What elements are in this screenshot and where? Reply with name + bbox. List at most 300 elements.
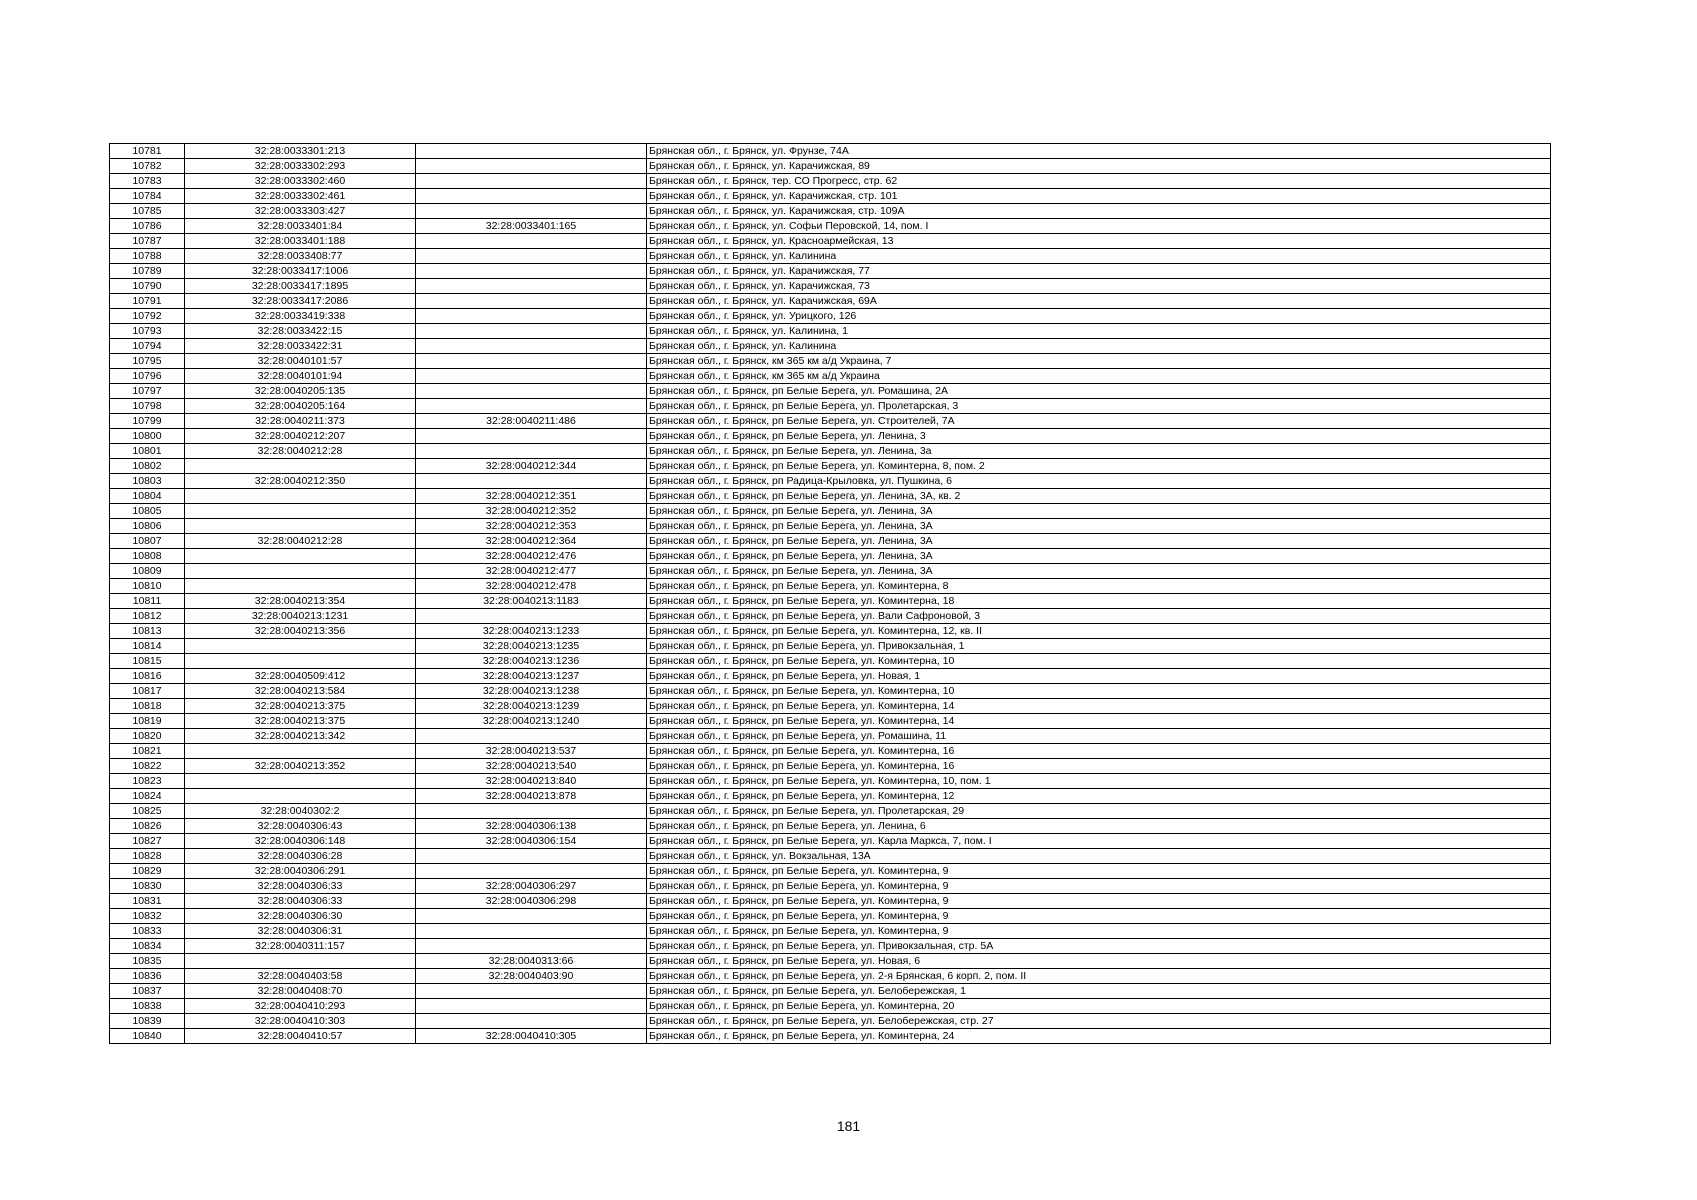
- table-row: [110, 969, 1551, 984]
- related-cadastral-cell: [416, 144, 647, 159]
- row-number-cell: 10798: [110, 399, 185, 414]
- row-number-cell: 10806: [110, 519, 185, 534]
- table-row: [110, 744, 1551, 759]
- cadastral-number-cell: [185, 564, 416, 579]
- table-row: [110, 519, 1551, 534]
- address-cell: Брянская обл., г. Брянск, рп Белые Берега, ул. Привокзальная, 1: [647, 639, 1551, 654]
- cadastral-number-cell: [185, 549, 416, 564]
- row-number-cell: 10789: [110, 264, 185, 279]
- table-row: [110, 549, 1551, 564]
- cadastral-number-cell: [185, 774, 416, 789]
- address-cell: Брянская обл., г. Брянск, тер. СО Прогресс, стр. 62: [647, 174, 1551, 189]
- cadastral-number-cell: [185, 654, 416, 669]
- related-cadastral-cell: 32:28:0040212:353: [416, 519, 647, 534]
- row-number-cell: 10795: [110, 354, 185, 369]
- table-row: [110, 939, 1551, 954]
- cadastral-number-cell: 32:28:0033401:188: [185, 234, 416, 249]
- table-row: [110, 384, 1551, 399]
- related-cadastral-cell: [416, 174, 647, 189]
- cadastral-number-cell: 32:28:0040213:1231: [185, 609, 416, 624]
- cadastral-number-cell: 32:28:0040205:164: [185, 399, 416, 414]
- cadastral-number-cell: 32:28:0040306:33: [185, 894, 416, 909]
- table-row: [110, 804, 1551, 819]
- row-number-cell: 10813: [110, 624, 185, 639]
- table-row: [110, 1029, 1551, 1044]
- cadastral-number-cell: 32:28:0040213:375: [185, 699, 416, 714]
- row-number-cell: 10810: [110, 579, 185, 594]
- related-cadastral-cell: 32:28:0040306:138: [416, 819, 647, 834]
- cadastral-number-cell: 32:28:0040101:94: [185, 369, 416, 384]
- related-cadastral-cell: 32:28:0040213:1240: [416, 714, 647, 729]
- address-cell: Брянская обл., г. Брянск, ул. Карачижская, 89: [647, 159, 1551, 174]
- related-cadastral-cell: [416, 444, 647, 459]
- row-number-cell: 10784: [110, 189, 185, 204]
- address-cell: Брянская обл., г. Брянск, рп Белые Берега, ул. Строителей, 7А: [647, 414, 1551, 429]
- related-cadastral-cell: 32:28:0040212:477: [416, 564, 647, 579]
- row-number-cell: 10825: [110, 804, 185, 819]
- cadastral-number-cell: 32:28:0040213:342: [185, 729, 416, 744]
- row-number-cell: 10835: [110, 954, 185, 969]
- related-cadastral-cell: [416, 354, 647, 369]
- related-cadastral-cell: 32:28:0040213:537: [416, 744, 647, 759]
- cadastral-number-cell: 32:28:0033302:293: [185, 159, 416, 174]
- address-cell: Брянская обл., г. Брянск, ул. Карачижская, 77: [647, 264, 1551, 279]
- related-cadastral-cell: 32:28:0040213:840: [416, 774, 647, 789]
- related-cadastral-cell: [416, 369, 647, 384]
- row-number-cell: 10786: [110, 219, 185, 234]
- related-cadastral-cell: 32:28:0040212:351: [416, 489, 647, 504]
- row-number-cell: 10831: [110, 894, 185, 909]
- table-row: [110, 354, 1551, 369]
- row-number-cell: 10794: [110, 339, 185, 354]
- related-cadastral-cell: 32:28:0040213:1236: [416, 654, 647, 669]
- cadastral-number-cell: 32:28:0040306:28: [185, 849, 416, 864]
- table-row: [110, 684, 1551, 699]
- row-number-cell: 10821: [110, 744, 185, 759]
- cadastral-number-cell: 32:28:0033303:427: [185, 204, 416, 219]
- cadastral-number-cell: [185, 504, 416, 519]
- address-cell: Брянская обл., г. Брянск, рп Белые Берега, ул. Коминтерна, 16: [647, 744, 1551, 759]
- table-row: [110, 999, 1551, 1014]
- address-cell: Брянская обл., г. Брянск, рп Белые Берега, ул. Ленина, 3А: [647, 504, 1551, 519]
- table-row: [110, 924, 1551, 939]
- address-cell: Брянская обл., г. Брянск, рп Белые Берега, ул. Коминтерна, 10: [647, 684, 1551, 699]
- cadastral-number-cell: 32:28:0033408:77: [185, 249, 416, 264]
- address-cell: Брянская обл., г. Брянск, рп Белые Берега, ул. Коминтерна, 20: [647, 999, 1551, 1014]
- related-cadastral-cell: [416, 729, 647, 744]
- related-cadastral-cell: 32:28:0040212:364: [416, 534, 647, 549]
- related-cadastral-cell: [416, 384, 647, 399]
- table-row: [110, 444, 1551, 459]
- address-cell: Брянская обл., г. Брянск, км 365 км а/д Украина: [647, 369, 1551, 384]
- related-cadastral-cell: 32:28:0040212:352: [416, 504, 647, 519]
- row-number-cell: 10840: [110, 1029, 185, 1044]
- table-row: [110, 639, 1551, 654]
- cadastral-number-cell: [185, 639, 416, 654]
- address-cell: Брянская обл., г. Брянск, рп Белые Берега, ул. Коминтерна, 9: [647, 894, 1551, 909]
- related-cadastral-cell: [416, 264, 647, 279]
- cadastral-number-cell: [185, 519, 416, 534]
- address-cell: Брянская обл., г. Брянск, ул. Карачижская, стр. 109А: [647, 204, 1551, 219]
- page-number: 181: [836, 1118, 861, 1134]
- related-cadastral-cell: [416, 294, 647, 309]
- cadastral-number-cell: 32:28:0033401:84: [185, 219, 416, 234]
- address-cell: Брянская обл., г. Брянск, ул. Калинина, 1: [647, 324, 1551, 339]
- cadastral-number-cell: 32:28:0040408:70: [185, 984, 416, 999]
- address-cell: Брянская обл., г. Брянск, рп Белые Берега, ул. Коминтерна, 10, пом. 1: [647, 774, 1551, 789]
- cadastral-number-cell: 32:28:0040213:356: [185, 624, 416, 639]
- row-number-cell: 10834: [110, 939, 185, 954]
- table-row: [110, 189, 1551, 204]
- related-cadastral-cell: [416, 924, 647, 939]
- row-number-cell: 10808: [110, 549, 185, 564]
- address-cell: Брянская обл., г. Брянск, рп Белые Берега, ул. 2-я Брянская, 6 корп. 2, пом. II: [647, 969, 1551, 984]
- cadastral-number-cell: [185, 744, 416, 759]
- table-row: [110, 759, 1551, 774]
- address-cell: Брянская обл., г. Брянск, рп Белые Берега, ул. Новая, 1: [647, 669, 1551, 684]
- address-cell: Брянская обл., г. Брянск, рп Белые Берега, ул. Коминтерна, 18: [647, 594, 1551, 609]
- table-row: [110, 264, 1551, 279]
- row-number-cell: 10783: [110, 174, 185, 189]
- address-cell: Брянская обл., г. Брянск, рп Белые Берега, ул. Ленина, 3А: [647, 564, 1551, 579]
- table-row: [110, 339, 1551, 354]
- table-row: [110, 879, 1551, 894]
- cadastral-number-cell: 32:28:0040410:303: [185, 1014, 416, 1029]
- address-cell: Брянская обл., г. Брянск, рп Белые Берега, ул. Ромашина, 2А: [647, 384, 1551, 399]
- row-number-cell: 10832: [110, 909, 185, 924]
- cadastral-number-cell: 32:28:0040205:135: [185, 384, 416, 399]
- address-cell: Брянская обл., г. Брянск, рп Белые Берега, ул. Пролетарская, 3: [647, 399, 1551, 414]
- cadastral-number-cell: 32:28:0033422:31: [185, 339, 416, 354]
- related-cadastral-cell: [416, 804, 647, 819]
- related-cadastral-cell: 32:28:0040213:1183: [416, 594, 647, 609]
- table-row: [110, 669, 1551, 684]
- address-cell: Брянская обл., г. Брянск, рп Белые Берега, ул. Коминтерна, 12, кв. II: [647, 624, 1551, 639]
- row-number-cell: 10816: [110, 669, 185, 684]
- table-row: [110, 414, 1551, 429]
- table-row: [110, 909, 1551, 924]
- related-cadastral-cell: [416, 324, 647, 339]
- cadastral-number-cell: 32:28:0033301:213: [185, 144, 416, 159]
- related-cadastral-cell: [416, 999, 647, 1014]
- table-row: [110, 579, 1551, 594]
- address-cell: Брянская обл., г. Брянск, ул. Карачижская, стр. 101: [647, 189, 1551, 204]
- table-row: [110, 504, 1551, 519]
- address-cell: Брянская обл., г. Брянск, ул. Софьи Перовской, 14, пом. I: [647, 219, 1551, 234]
- table-row: [110, 564, 1551, 579]
- table-row: [110, 624, 1551, 639]
- cadastral-number-cell: 32:28:0040213:584: [185, 684, 416, 699]
- address-cell: Брянская обл., г. Брянск, рп Белые Берега, ул. Коминтерна, 8, пом. 2: [647, 459, 1551, 474]
- cadastral-number-cell: 32:28:0040306:43: [185, 819, 416, 834]
- address-cell: Брянская обл., г. Брянск, рп Белые Берега, ул. Коминтерна, 9: [647, 924, 1551, 939]
- table-row: [110, 819, 1551, 834]
- related-cadastral-cell: [416, 939, 647, 954]
- cadastral-number-cell: 32:28:0040306:31: [185, 924, 416, 939]
- related-cadastral-cell: [416, 849, 647, 864]
- cadastral-number-cell: 32:28:0033417:1895: [185, 279, 416, 294]
- related-cadastral-cell: 32:28:0033401:165: [416, 219, 647, 234]
- row-number-cell: 10811: [110, 594, 185, 609]
- table-row: [110, 174, 1551, 189]
- related-cadastral-cell: [416, 234, 647, 249]
- table-row: [110, 729, 1551, 744]
- address-cell: Брянская обл., г. Брянск, рп Белые Берега, ул. Коминтерна, 9: [647, 909, 1551, 924]
- related-cadastral-cell: 32:28:0040213:1238: [416, 684, 647, 699]
- related-cadastral-cell: 32:28:0040213:1237: [416, 669, 647, 684]
- cadastral-number-cell: 32:28:0040212:28: [185, 444, 416, 459]
- related-cadastral-cell: 32:28:0040213:1235: [416, 639, 647, 654]
- related-cadastral-cell: [416, 399, 647, 414]
- table-row: [110, 1014, 1551, 1029]
- address-cell: Брянская обл., г. Брянск, рп Белые Берега, ул. Коминтерна, 12: [647, 789, 1551, 804]
- table-row: [110, 249, 1551, 264]
- row-number-cell: 10800: [110, 429, 185, 444]
- table-row: [110, 234, 1551, 249]
- address-cell: Брянская обл., г. Брянск, рп Белые Берега, ул. Коминтерна, 14: [647, 699, 1551, 714]
- related-cadastral-cell: 32:28:0040212:476: [416, 549, 647, 564]
- cadastral-number-cell: [185, 489, 416, 504]
- address-cell: Брянская обл., г. Брянск, ул. Калинина: [647, 249, 1551, 264]
- row-number-cell: 10805: [110, 504, 185, 519]
- row-number-cell: 10801: [110, 444, 185, 459]
- data-table: [109, 143, 1551, 1044]
- row-number-cell: 10807: [110, 534, 185, 549]
- table-row: [110, 219, 1551, 234]
- related-cadastral-cell: 32:28:0040211:486: [416, 414, 647, 429]
- address-cell: Брянская обл., г. Брянск, рп Белые Берега, ул. Ленина, 3А: [647, 534, 1551, 549]
- cadastral-number-cell: 32:28:0040311:157: [185, 939, 416, 954]
- cadastral-number-cell: 32:28:0033417:2086: [185, 294, 416, 309]
- address-cell: Брянская обл., г. Брянск, рп Белые Берега, ул. Привокзальная, стр. 5А: [647, 939, 1551, 954]
- address-cell: Брянская обл., г. Брянск, рп Белые Берега, ул. Ленина, 3А: [647, 519, 1551, 534]
- table-row: [110, 534, 1551, 549]
- cadastral-number-cell: 32:28:0040101:57: [185, 354, 416, 369]
- related-cadastral-cell: [416, 474, 647, 489]
- row-number-cell: 10833: [110, 924, 185, 939]
- table-row: [110, 399, 1551, 414]
- related-cadastral-cell: [416, 204, 647, 219]
- related-cadastral-cell: 32:28:0040306:298: [416, 894, 647, 909]
- address-cell: Брянская обл., г. Брянск, ул. Фрунзе, 74А: [647, 144, 1551, 159]
- cadastral-number-cell: 32:28:0040211:373: [185, 414, 416, 429]
- related-cadastral-cell: [416, 1014, 647, 1029]
- row-number-cell: 10782: [110, 159, 185, 174]
- related-cadastral-cell: 32:28:0040212:344: [416, 459, 647, 474]
- cadastral-number-cell: 32:28:0040410:57: [185, 1029, 416, 1044]
- row-number-cell: 10828: [110, 849, 185, 864]
- cadastral-number-cell: 32:28:0033419:338: [185, 309, 416, 324]
- cadastral-number-cell: 32:28:0040306:33: [185, 879, 416, 894]
- cadastral-number-cell: 32:28:0040213:375: [185, 714, 416, 729]
- related-cadastral-cell: 32:28:0040306:297: [416, 879, 647, 894]
- row-number-cell: 10829: [110, 864, 185, 879]
- address-cell: Брянская обл., г. Брянск, рп Белые Берега, ул. Ленина, 3А: [647, 549, 1551, 564]
- table-row: [110, 324, 1551, 339]
- address-cell: Брянская обл., г. Брянск, рп Белые Берега, ул. Коминтерна, 9: [647, 864, 1551, 879]
- table-row: [110, 474, 1551, 489]
- cadastral-number-cell: 32:28:0040212:207: [185, 429, 416, 444]
- table-row: [110, 609, 1551, 624]
- table-row: [110, 789, 1551, 804]
- address-cell: Брянская обл., г. Брянск, рп Радица-Крыловка, ул. Пушкина, 6: [647, 474, 1551, 489]
- related-cadastral-cell: 32:28:0040213:1239: [416, 699, 647, 714]
- row-number-cell: 10823: [110, 774, 185, 789]
- related-cadastral-cell: 32:28:0040213:878: [416, 789, 647, 804]
- row-number-cell: 10790: [110, 279, 185, 294]
- row-number-cell: 10826: [110, 819, 185, 834]
- cadastral-number-cell: [185, 789, 416, 804]
- address-cell: Брянская обл., г. Брянск, рп Белые Берега, ул. Ленина, 3: [647, 429, 1551, 444]
- address-cell: Брянская обл., г. Брянск, рп Белые Берега, ул. Ленина, 6: [647, 819, 1551, 834]
- row-number-cell: 10792: [110, 309, 185, 324]
- cadastral-number-cell: 32:28:0040410:293: [185, 999, 416, 1014]
- address-cell: Брянская обл., г. Брянск, рп Белые Берега, ул. Белобережская, 1: [647, 984, 1551, 999]
- address-cell: Брянская обл., г. Брянск, ул. Карачижская, 69А: [647, 294, 1551, 309]
- row-number-cell: 10796: [110, 369, 185, 384]
- address-cell: Брянская обл., г. Брянск, ул. Калинина: [647, 339, 1551, 354]
- table-body: [110, 144, 1551, 1044]
- row-number-cell: 10785: [110, 204, 185, 219]
- address-cell: Брянская обл., г. Брянск, рп Белые Берега, ул. Ленина, 3а: [647, 444, 1551, 459]
- related-cadastral-cell: [416, 609, 647, 624]
- cadastral-number-cell: [185, 459, 416, 474]
- cadastral-number-cell: 32:28:0040509:412: [185, 669, 416, 684]
- table-row: [110, 849, 1551, 864]
- table-row: [110, 369, 1551, 384]
- address-cell: Брянская обл., г. Брянск, рп Белые Берега, ул. Коминтерна, 10: [647, 654, 1551, 669]
- cadastral-number-cell: 32:28:0033302:460: [185, 174, 416, 189]
- address-cell: Брянская обл., г. Брянск, рп Белые Берега, ул. Коминтерна, 16: [647, 759, 1551, 774]
- row-number-cell: 10793: [110, 324, 185, 339]
- row-number-cell: 10839: [110, 1014, 185, 1029]
- address-cell: Брянская обл., г. Брянск, рп Белые Берега, ул. Карла Маркса, 7, пом. I: [647, 834, 1551, 849]
- cadastral-number-cell: 32:28:0040403:58: [185, 969, 416, 984]
- table-row: [110, 594, 1551, 609]
- row-number-cell: 10803: [110, 474, 185, 489]
- table-row: [110, 204, 1551, 219]
- related-cadastral-cell: [416, 429, 647, 444]
- address-cell: Брянская обл., г. Брянск, рп Белые Берега, ул. Вали Сафроновой, 3: [647, 609, 1551, 624]
- row-number-cell: 10781: [110, 144, 185, 159]
- cadastral-number-cell: 32:28:0033422:15: [185, 324, 416, 339]
- address-cell: Брянская обл., г. Брянск, ул. Красноармейская, 13: [647, 234, 1551, 249]
- table-row: [110, 834, 1551, 849]
- row-number-cell: 10787: [110, 234, 185, 249]
- row-number-cell: 10824: [110, 789, 185, 804]
- related-cadastral-cell: [416, 189, 647, 204]
- table-row: [110, 459, 1551, 474]
- row-number-cell: 10837: [110, 984, 185, 999]
- address-cell: Брянская обл., г. Брянск, рп Белые Берега, ул. Коминтерна, 14: [647, 714, 1551, 729]
- row-number-cell: 10799: [110, 414, 185, 429]
- address-cell: Брянская обл., г. Брянск, ул. Вокзальная, 13А: [647, 849, 1551, 864]
- address-cell: Брянская обл., г. Брянск, рп Белые Берега, ул. Коминтерна, 24: [647, 1029, 1551, 1044]
- cadastral-number-cell: 32:28:0040213:354: [185, 594, 416, 609]
- related-cadastral-cell: 32:28:0040403:90: [416, 969, 647, 984]
- table-row: [110, 894, 1551, 909]
- cadastral-number-cell: 32:28:0040212:350: [185, 474, 416, 489]
- row-number-cell: 10820: [110, 729, 185, 744]
- address-cell: Брянская обл., г. Брянск, рп Белые Берега, ул. Коминтерна, 9: [647, 879, 1551, 894]
- row-number-cell: 10815: [110, 654, 185, 669]
- table-row: [110, 429, 1551, 444]
- address-cell: Брянская обл., г. Брянск, рп Белые Берега, ул. Ленина, 3А, кв. 2: [647, 489, 1551, 504]
- table-row: [110, 984, 1551, 999]
- row-number-cell: 10827: [110, 834, 185, 849]
- cadastral-number-cell: 32:28:0040212:28: [185, 534, 416, 549]
- related-cadastral-cell: [416, 249, 647, 264]
- table-row: [110, 279, 1551, 294]
- related-cadastral-cell: [416, 984, 647, 999]
- row-number-cell: 10817: [110, 684, 185, 699]
- table-row: [110, 714, 1551, 729]
- cadastral-number-cell: [185, 579, 416, 594]
- address-cell: Брянская обл., г. Брянск, рп Белые Берега, ул. Коминтерна, 8: [647, 579, 1551, 594]
- row-number-cell: 10809: [110, 564, 185, 579]
- address-cell: Брянская обл., г. Брянск, рп Белые Берега, ул. Пролетарская, 29: [647, 804, 1551, 819]
- row-number-cell: 10791: [110, 294, 185, 309]
- table-row: [110, 699, 1551, 714]
- table-row: [110, 774, 1551, 789]
- address-cell: Брянская обл., г. Брянск, рп Белые Берега, ул. Новая, 6: [647, 954, 1551, 969]
- row-number-cell: 10797: [110, 384, 185, 399]
- table-row: [110, 654, 1551, 669]
- related-cadastral-cell: [416, 159, 647, 174]
- table-row: [110, 954, 1551, 969]
- cadastral-number-cell: 32:28:0040302:2: [185, 804, 416, 819]
- row-number-cell: 10812: [110, 609, 185, 624]
- related-cadastral-cell: 32:28:0040213:540: [416, 759, 647, 774]
- address-cell: Брянская обл., г. Брянск, ул. Карачижская, 73: [647, 279, 1551, 294]
- related-cadastral-cell: [416, 309, 647, 324]
- cadastral-number-cell: 32:28:0040306:30: [185, 909, 416, 924]
- table-row: [110, 294, 1551, 309]
- table-row: [110, 159, 1551, 174]
- address-cell: Брянская обл., г. Брянск, рп Белые Берега, ул. Ромашина, 11: [647, 729, 1551, 744]
- row-number-cell: 10802: [110, 459, 185, 474]
- table-row: [110, 309, 1551, 324]
- cadastral-number-cell: 32:28:0033302:461: [185, 189, 416, 204]
- address-cell: Брянская обл., г. Брянск, ул. Урицкого, 126: [647, 309, 1551, 324]
- row-number-cell: 10830: [110, 879, 185, 894]
- cadastral-number-cell: 32:28:0033417:1006: [185, 264, 416, 279]
- related-cadastral-cell: [416, 279, 647, 294]
- related-cadastral-cell: 32:28:0040213:1233: [416, 624, 647, 639]
- related-cadastral-cell: [416, 864, 647, 879]
- row-number-cell: 10836: [110, 969, 185, 984]
- cadastral-number-cell: [185, 954, 416, 969]
- row-number-cell: 10804: [110, 489, 185, 504]
- table-row: [110, 864, 1551, 879]
- related-cadastral-cell: 32:28:0040306:154: [416, 834, 647, 849]
- row-number-cell: 10788: [110, 249, 185, 264]
- row-number-cell: 10838: [110, 999, 185, 1014]
- row-number-cell: 10819: [110, 714, 185, 729]
- related-cadastral-cell: [416, 909, 647, 924]
- related-cadastral-cell: 32:28:0040410:305: [416, 1029, 647, 1044]
- row-number-cell: 10814: [110, 639, 185, 654]
- table-row: [110, 489, 1551, 504]
- address-cell: Брянская обл., г. Брянск, рп Белые Берега, ул. Белобережская, стр. 27: [647, 1014, 1551, 1029]
- row-number-cell: 10822: [110, 759, 185, 774]
- cadastral-number-cell: 32:28:0040306:291: [185, 864, 416, 879]
- related-cadastral-cell: 32:28:0040212:478: [416, 579, 647, 594]
- cadastral-number-cell: 32:28:0040213:352: [185, 759, 416, 774]
- address-cell: Брянская обл., г. Брянск, км 365 км а/д Украина, 7: [647, 354, 1551, 369]
- related-cadastral-cell: 32:28:0040313:66: [416, 954, 647, 969]
- cadastral-number-cell: 32:28:0040306:148: [185, 834, 416, 849]
